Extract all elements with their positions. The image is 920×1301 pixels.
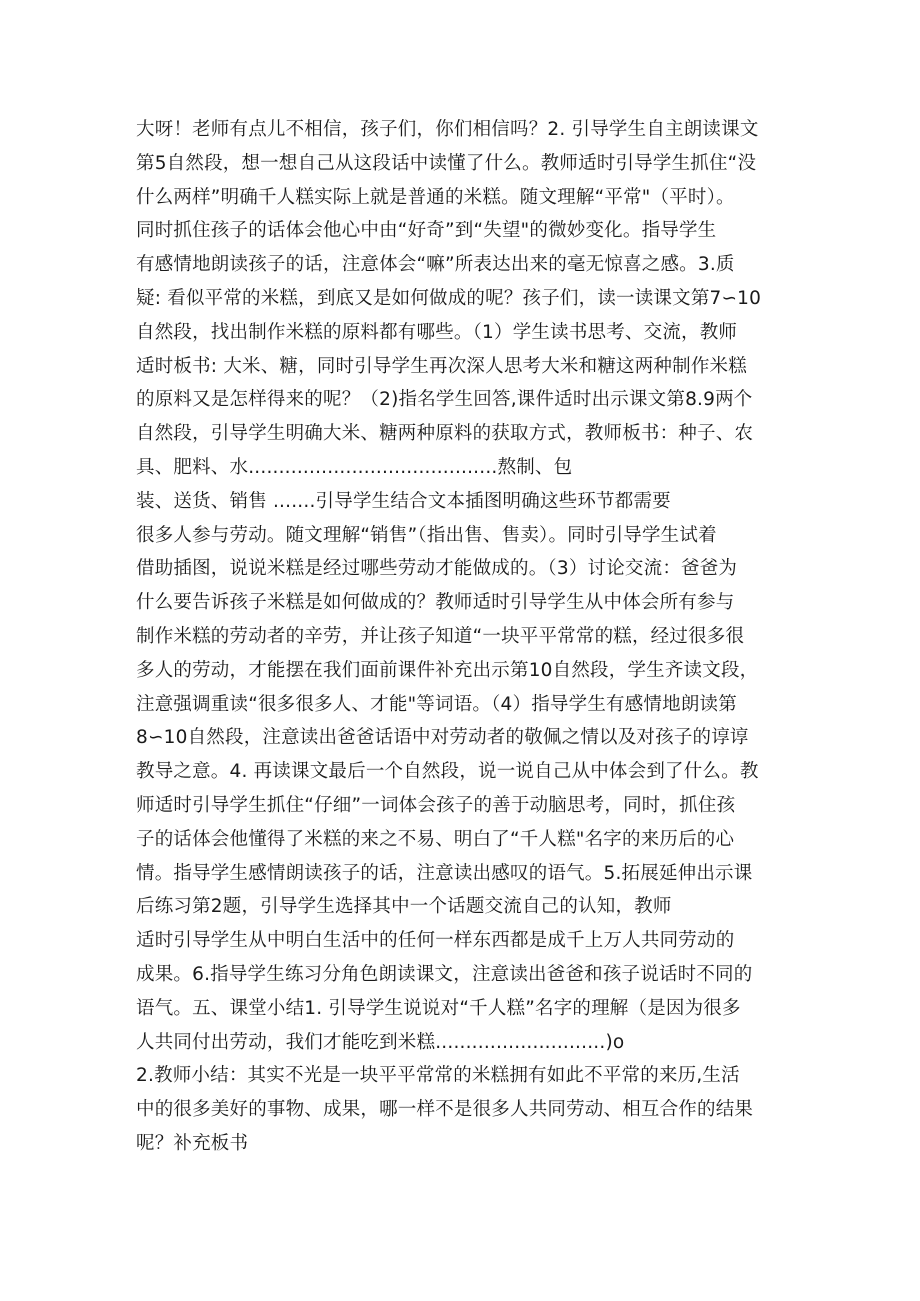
text-line: 中的很多美好的事物、成果，哪一样不是很多人共同劳动、相互合作的结果 <box>136 1099 754 1121</box>
text-line: 语气。五、课堂小结1. 引导学生说说对“千人糕”名字的理解（是因为很多 <box>136 997 741 1019</box>
text-line: 子的话体会他懂得了米糕的来之不易、明白了“千人糕"名字的来历后的心 <box>136 828 735 850</box>
text-line: 师适时引导学生抓住“仔细”一词体会孩子的善于动脑思考，同时，抓住孩 <box>136 794 736 816</box>
text-line: 情。指导学生感情朗读孩子的话，注意读出感叹的语气。5.拓展延伸出示课 <box>136 862 753 884</box>
text-line: 2.教师小结：其实不光是一块平平常常的米糕拥有如此不平常的来历,生活 <box>136 1065 740 1087</box>
text-line: 什么两样”明确千人糕实际上就是普通的米糕。随文理解“平常"（平时）。 <box>136 186 735 208</box>
text-line: 注意强调重读“很多很多人、才能"等词语。（4）指导学生有感情地朗读第 <box>136 693 737 715</box>
text-line: 自然段，找出制作米糕的原料都有哪些。（1）学生读书思考、交流，教师 <box>136 321 738 343</box>
text-line: 自然段，引导学生明确大米、糖两种原料的获取方式，教师板书：种子、农 <box>136 423 754 445</box>
text-line: 有感情地朗读孩子的话，注意体会“嘛”所表达出来的毫无惊喜之感。3.质 <box>136 254 735 276</box>
text-line: 多人的劳动，才能摆在我们面前课件补充出示第10自然段，学生齐读文段， <box>136 659 759 681</box>
text-line: 8∽10自然段，注意读出爸爸话语中对劳动者的敬佩之情以及对孩子的谆谆 <box>136 727 749 749</box>
text-line: 教导之意。4. 再读课文最后一个自然段，说一说自己从中体会到了什么。教 <box>136 761 759 783</box>
text-line: 的原料又是怎样得来的呢？（2)指名学生回答,课件适时出示课文第8.9两个 <box>136 389 753 411</box>
text-line: 大呀！老师有点儿不相信，孩子们，你们相信吗？2. 引导学生自主朗读课文 <box>136 119 759 140</box>
text-line: 疑: 看似平常的米糕，到底又是如何做成的呢？孩子们，读一读课文第7∽10 <box>136 287 762 309</box>
text-line: 成果。6.指导学生练习分角色朗读课文，注意读出爸爸和孩子说话时不同的 <box>136 963 753 985</box>
text-line: 同时抓住孩子的话体会他心中由“好奇”到“失望"的微妙变化。指导学生 <box>136 220 717 242</box>
text-line: 制作米糕的劳动者的辛劳，并让孩子知道“一块平平常常的糕，经过很多很 <box>136 625 745 647</box>
text-line: 什么要告诉孩子米糕是如何做成的？教师适时引导学生从中体会所有参与 <box>136 592 735 614</box>
text-line: 很多人参与劳动。随文理解“销售”（指出售、售卖）。同时引导学生试着 <box>136 524 717 546</box>
document-body <box>136 113 796 1161</box>
text-line: 适时引导学生从中明白生活中的任何一样东西都是成千上万人共同劳动的 <box>136 930 735 952</box>
text-line: 第5自然段，想一想自己从这段话中读懂了什么。教师适时引导学生抓住“没 <box>136 152 757 174</box>
text-line: 借助插图，说说米糕是经过哪些劳动才能做成的。（3）讨论交流：爸爸为 <box>136 558 738 580</box>
text-line: 装、送货、销售 .......引导学生结合文本插图明确这些环节都需要 <box>136 490 671 512</box>
text-line: 具、肥料、水.........................................熬制、包 <box>136 456 573 478</box>
text-line: 后练习第2题，引导学生选择其中一个话题交流自己的认知，教师 <box>136 896 672 918</box>
text-line: 呢？补充板书 <box>136 1132 249 1154</box>
text-line: 人共同付出劳动，我们才能吃到米糕............................)o <box>136 1031 625 1053</box>
text-line: 适时板书: 大米、糖，同时引导学生再次深人思考大米和糖这两种制作米糕 <box>136 355 747 377</box>
